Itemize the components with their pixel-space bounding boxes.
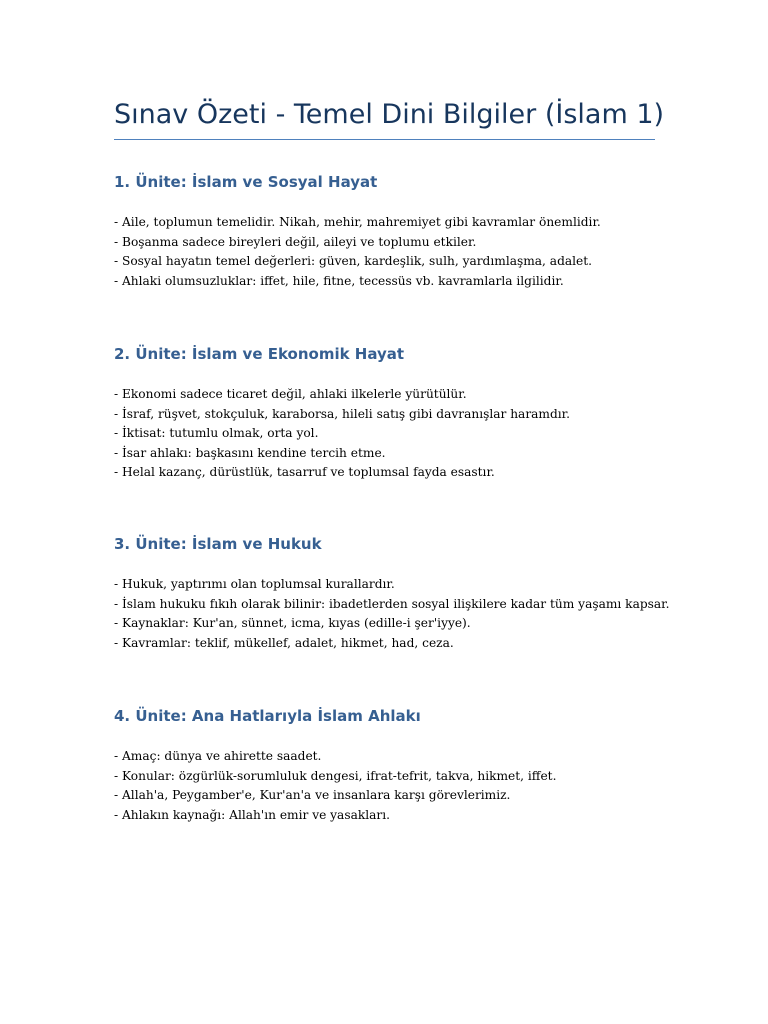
list-item: - Ahlakın kaynağı: Allah'ın emir ve yasakları. (114, 807, 390, 822)
list-item: - Hukuk, yaptırımı olan toplumsal kurallardır. (114, 577, 395, 591)
list-item: - Helal kazanç, dürüstlük, tasarruf ve toplumsal fayda esastır. (114, 465, 495, 479)
list-item: - İsar ahlakı: başkasını kendine tercih etme. (114, 445, 386, 460)
list-item: - Sosyal hayatın temel değerleri: güven, kardeşlik, sulh, yardımlaşma, adalet. (114, 254, 593, 268)
title-divider (114, 139, 655, 140)
section-list (114, 385, 655, 483)
section-heading: 1. Ünite: İslam ve Sosyal Hayat (114, 173, 378, 191)
list-item: - İsraf, rüşvet, stokçuluk, karaborsa, hileli satış gibi davranışlar haramdır. (114, 406, 571, 421)
list-item: - Konular: özgürlük-sorumluluk dengesi, ifrat-tefrit, takva, hikmet, iffet. (114, 768, 557, 783)
list-item: - Amaç: dünya ve ahirette saadet. (114, 749, 322, 763)
section-unit-3 (114, 533, 670, 653)
list-item: - Boşanma sadece bireyleri değil, aileyi ve toplumu etkiler. (114, 234, 477, 249)
section-list (114, 575, 670, 653)
section-unit-1 (114, 171, 655, 291)
section-list (114, 747, 655, 825)
list-item: - Kaynaklar: Kur'an, sünnet, icma, kıyas (edille-i şer'iyye). (114, 616, 471, 630)
section-heading: 2. Ünite: İslam ve Ekonomik Hayat (114, 345, 405, 363)
list-item: - Kavramlar: teklif, mükellef, adalet, hikmet, had, ceza. (114, 635, 454, 650)
list-item: - İslam hukuku fıkıh olarak bilinir: ibadetlerden sosyal ilişkilere kadar tüm yaşamı kapsar. (114, 596, 670, 611)
section-heading: 4. Ünite: Ana Hatlarıyla İslam Ahlakı (114, 707, 421, 725)
section-unit-2 (114, 343, 655, 483)
list-item: - İktisat: tutumlu olmak, orta yol. (114, 426, 319, 440)
list-item: - Ekonomi sadece ticaret değil, ahlaki ilkelerle yürütülür. (114, 387, 467, 401)
list-item: - Allah'a, Peygamber'e, Kur'an'a ve insanlara karşı görevlerimiz. (114, 788, 511, 802)
section-unit-4 (114, 705, 655, 825)
section-list (114, 213, 655, 291)
section-heading: 3. Ünite: İslam ve Hukuk (114, 535, 322, 553)
list-item: - Ahlaki olumsuzluklar: iffet, hile, fitne, tecessüs vb. kavramlarla ilgilidir. (114, 273, 564, 288)
page-title: Sınav Özeti - Temel Dini Bilgiler (İslam 1) (114, 99, 665, 130)
list-item: - Aile, toplumun temelidir. Nikah, mehir, mahremiyet gibi kavramlar önemlidir. (114, 215, 601, 229)
